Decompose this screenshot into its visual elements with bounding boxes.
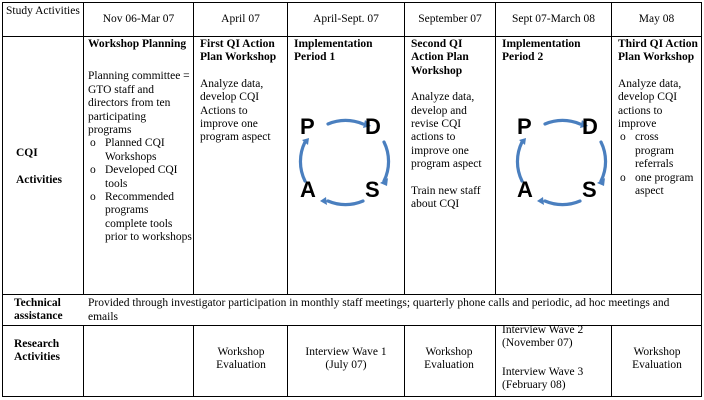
cqi-col4-title: Second QI Action Plan Workshop [411,38,469,77]
rule-col2-lower [193,325,194,397]
cqi-col2-title: First QI Action Plan Workshop [200,38,277,64]
cqi-col1-bullet: o Planned CQI Workshops [88,137,192,164]
header-period-1: Nov 06-Mar 07 [102,13,175,25]
cqi-implementation-2 [502,38,610,65]
cqi-col1-bullets [88,137,192,244]
pdsa-cycle-1 [291,109,401,219]
research-interview-wave-1: Interview Wave 1 (July 07) [305,346,387,372]
cqi-col6-bullets [618,131,700,198]
header-study-activities: Study Activities [6,5,80,17]
cqi-col3-title: Implementation Period 1 [294,38,373,64]
research-interview-wave-2: Interview Wave 2 (November 07) [502,324,584,350]
research-workshop-evaluation-1: Workshop Evaluation [216,346,266,372]
cqi-col6-bullet: o cross program referrals [618,131,700,171]
cqi-col2-text: Analyze data, develop CQI Actions to improve one program aspect [200,77,271,144]
rule-col6-lower [611,325,612,397]
cqi-first-workshop [200,38,286,145]
pdsa-cycle-2 [508,109,618,219]
rule-bottom [2,396,701,397]
cqi-col6-title: Third QI Action Plan Workshop [618,38,698,64]
rule-col5-lower [495,325,496,397]
research-interview-wave-3: Interview Wave 3 (February 08) [502,366,584,392]
pdsa-do-letter: D [365,114,381,139]
cqi-col6-bullet: o one program aspect [618,172,700,199]
research-workshop-evaluation-3: Workshop Evaluation [632,346,682,372]
rule-col3 [287,2,288,295]
pdsa-act-letter: A [517,177,533,202]
header-period-5: Sept 07-March 08 [511,13,596,25]
pdsa-act-letter: A [300,177,316,202]
cqi-second-workshop [411,38,495,211]
row-label-cqi: CQI [16,147,38,159]
cqi-workshop-planning [88,38,192,245]
cqi-implementation-1 [294,38,402,65]
cqi-col1-title: Workshop Planning [88,38,187,50]
cqi-col4-text: Analyze data, develop and revise CQI actions to improve one program aspect [411,91,482,171]
rule-header [2,36,701,37]
cqi-col1-text: Planning committee = GTO staff and directors from ten participating programs [88,70,190,137]
research-workshop-evaluation-2: Workshop Evaluation [424,346,474,372]
rule-right [701,2,702,397]
rule-cqi [2,294,701,295]
rule-col3-lower [287,325,288,397]
rule-left [2,2,3,397]
cqi-col5-title: Implementation Period 2 [502,38,581,64]
pdsa-study-letter: S [582,177,597,202]
header-period-6: May 08 [638,13,675,25]
cqi-col1-bullet: o Developed CQI tools [88,164,192,191]
rule-col1 [83,2,84,295]
rule-col4 [404,2,405,295]
rule-col2 [193,2,194,295]
row-label-activities: Activities [16,174,62,186]
cqi-col1-bullet: o Recommended programs complete tools prior to workshops [88,191,192,245]
row-label-technical: Technical assistance [14,297,63,322]
row-label-research: Research Activities [14,338,60,363]
rule-col4-lower [404,325,405,397]
pdsa-study-letter: S [365,177,380,202]
header-period-4: September 07 [418,13,482,25]
header-period-3: April-Sept. 07 [313,13,379,25]
rule-col1-lower [83,325,84,397]
header-period-2: April 07 [221,13,260,25]
cqi-col4-text2: Train new staff about CQI [411,184,481,211]
rule-col5 [495,2,496,295]
rule-top [2,2,701,3]
pdsa-do-letter: D [582,114,598,139]
technical-assistance-text: Provided through investigator participation in monthly staff meetings; quarterly phone calls and periodic, ad hoc meetings and emails [88,297,670,323]
cqi-third-workshop [618,38,700,198]
pdsa-plan-letter: P [517,114,532,139]
cqi-col6-text: Analyze data, develop CQI actions to improve [618,77,682,131]
pdsa-plan-letter: P [300,114,315,139]
